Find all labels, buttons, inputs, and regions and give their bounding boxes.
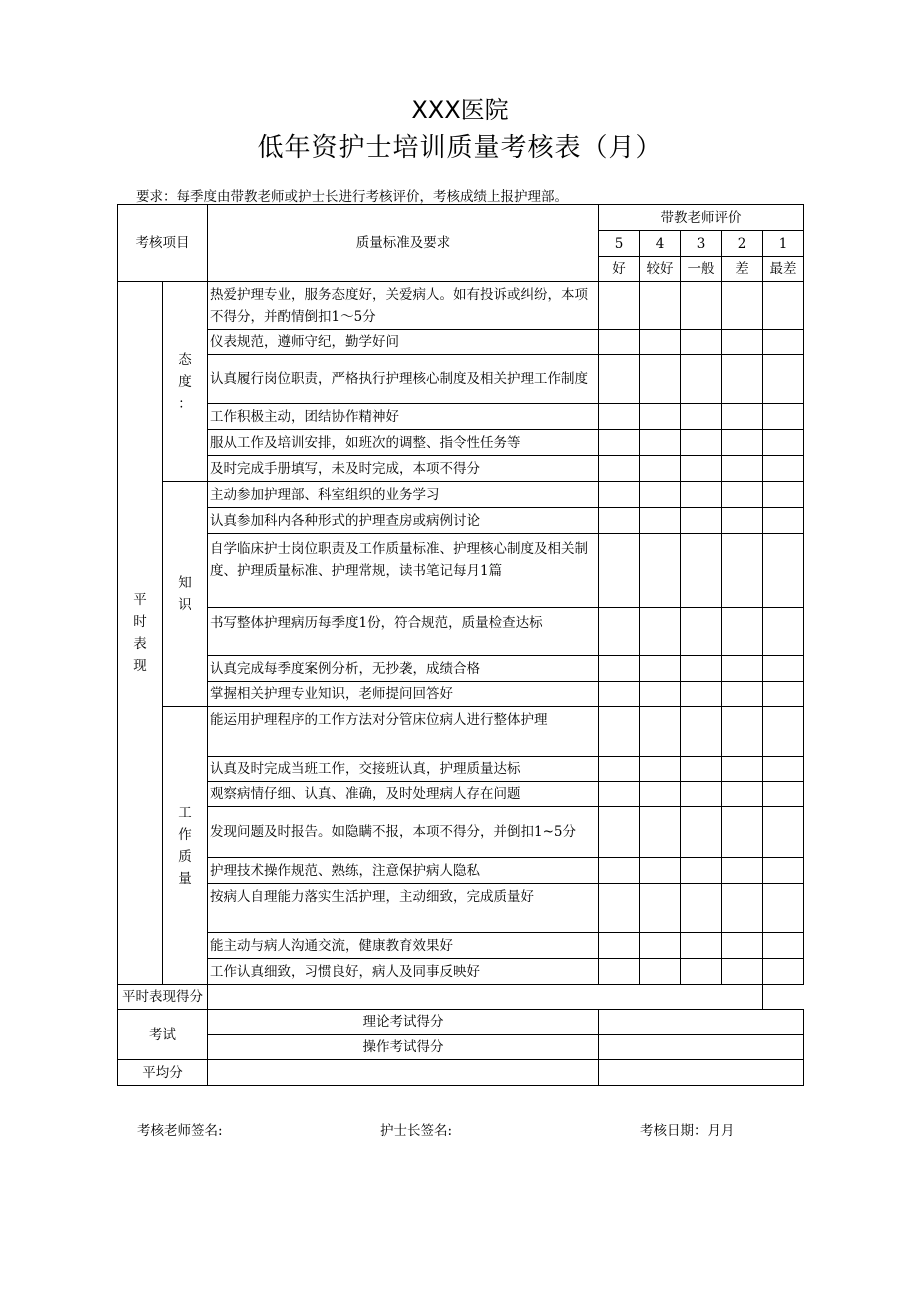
- score-cell[interactable]: [722, 482, 763, 508]
- score-cell[interactable]: [681, 404, 722, 430]
- score-cell[interactable]: [681, 884, 722, 933]
- score-cell[interactable]: [640, 534, 681, 608]
- daily-char: 时: [133, 614, 147, 630]
- header-eval-group: 带教老师评价: [599, 205, 804, 231]
- score-4: 4: [640, 231, 681, 257]
- score-cell[interactable]: [763, 682, 804, 707]
- score-cell[interactable]: [763, 534, 804, 608]
- score-cell[interactable]: [763, 959, 804, 985]
- score-cell[interactable]: [599, 807, 640, 858]
- score-2: 2: [722, 231, 763, 257]
- score-cell[interactable]: [640, 757, 681, 782]
- score-cell[interactable]: [599, 456, 640, 482]
- score-cell[interactable]: [722, 456, 763, 482]
- score-cell[interactable]: [722, 355, 763, 404]
- score-cell[interactable]: [681, 682, 722, 707]
- theory-score-value[interactable]: [599, 1010, 804, 1035]
- score-cell[interactable]: [763, 656, 804, 682]
- score-cell[interactable]: [763, 330, 804, 355]
- average-value[interactable]: [208, 1060, 599, 1086]
- score-cell[interactable]: [681, 508, 722, 534]
- score-cell[interactable]: [681, 282, 722, 330]
- theory-score-label: 理论考试得分: [208, 1010, 599, 1035]
- criterion: 护理技术操作规范、熟练，注意保护病人隐私: [208, 858, 599, 884]
- score-cell[interactable]: [640, 707, 681, 757]
- score-cell[interactable]: [763, 508, 804, 534]
- score-cell[interactable]: [722, 508, 763, 534]
- practice-score-value[interactable]: [599, 1035, 804, 1060]
- score-cell[interactable]: [763, 482, 804, 508]
- score-cell[interactable]: [640, 608, 681, 656]
- score-cell[interactable]: [640, 482, 681, 508]
- score-cell[interactable]: [599, 355, 640, 404]
- score-cell[interactable]: [640, 430, 681, 456]
- score-cell[interactable]: [599, 534, 640, 608]
- score-cell[interactable]: [722, 933, 763, 959]
- quality-char: 作: [178, 826, 192, 843]
- head-nurse-signature-label: 护士长签名:: [380, 1123, 453, 1139]
- criterion: 主动参加护理部、科室组织的业务学习: [208, 482, 599, 508]
- score-cell[interactable]: [640, 508, 681, 534]
- score-cell[interactable]: [640, 884, 681, 933]
- score-cell[interactable]: [722, 534, 763, 608]
- score-cell[interactable]: [722, 807, 763, 858]
- header-item: 考核项目: [118, 205, 208, 282]
- daily-char: 平: [133, 592, 147, 608]
- score-cell[interactable]: [763, 430, 804, 456]
- score-cell[interactable]: [599, 656, 640, 682]
- criterion: 仪表规范，遵师守纪，勤学好问: [208, 330, 599, 355]
- criterion: 工作认真细致，习惯良好，病人及同事反映好: [208, 959, 599, 985]
- criterion: 热爱护理专业，服务态度好，关爱病人。如有投诉或纠纷，本项不得分，并酌情倒扣1～5分: [208, 282, 599, 330]
- daily-char: 表: [133, 636, 147, 652]
- score-cell[interactable]: [599, 959, 640, 985]
- section-work-quality: [163, 707, 208, 985]
- knowledge-char: 识: [178, 597, 192, 613]
- exam-label: 考试: [118, 1010, 208, 1060]
- score-cell[interactable]: [681, 608, 722, 656]
- score-cell[interactable]: [599, 508, 640, 534]
- score-3: 3: [681, 231, 722, 257]
- hospital-name: XXX医院: [411, 96, 509, 124]
- score-cell[interactable]: [681, 456, 722, 482]
- daily-char: 现: [133, 658, 147, 674]
- score-cell[interactable]: [681, 933, 722, 959]
- section-attitude: [163, 282, 208, 482]
- score-cell[interactable]: [681, 330, 722, 355]
- criterion: 认真完成每季度案例分析，无抄袭，成绩合格: [208, 656, 599, 682]
- score-cell[interactable]: [681, 482, 722, 508]
- score-cell[interactable]: [763, 807, 804, 858]
- score-cell[interactable]: [681, 858, 722, 884]
- criterion: 认真及时完成当班工作，交接班认真，护理质量达标: [208, 757, 599, 782]
- score-cell[interactable]: [640, 959, 681, 985]
- score-cell[interactable]: [640, 682, 681, 707]
- score-cell[interactable]: [640, 782, 681, 807]
- score-cell[interactable]: [640, 858, 681, 884]
- score-cell[interactable]: [763, 608, 804, 656]
- score-cell[interactable]: [722, 656, 763, 682]
- score-cell[interactable]: [763, 707, 804, 757]
- score-cell[interactable]: [599, 707, 640, 757]
- score-cell[interactable]: [681, 757, 722, 782]
- score-cell[interactable]: [640, 656, 681, 682]
- attitude-char: ：: [178, 395, 192, 412]
- criterion: 能运用护理程序的工作方法对分管床位病人进行整体护理: [208, 707, 599, 757]
- section-daily-performance: [118, 282, 163, 985]
- score-cell[interactable]: [681, 782, 722, 807]
- grade-fairly-good: 较好: [640, 257, 681, 282]
- score-cell[interactable]: [640, 355, 681, 404]
- attitude-char: 态: [178, 351, 192, 368]
- criterion: 掌握相关护理专业知识，老师提问回答好: [208, 682, 599, 707]
- score-cell[interactable]: [640, 807, 681, 858]
- score-cell[interactable]: [681, 430, 722, 456]
- criterion: 观察病情仔细、认真、准确，及时处理病人存在问题: [208, 782, 599, 807]
- attitude-char: 度: [178, 373, 192, 390]
- criterion: 按病人自理能力落实生活护理，主动细致，完成质量好: [208, 884, 599, 933]
- score-cell[interactable]: [681, 656, 722, 682]
- score-cell[interactable]: [599, 608, 640, 656]
- score-cell[interactable]: [640, 456, 681, 482]
- average-label: 平均分: [118, 1060, 208, 1086]
- criterion: 能主动与病人沟通交流，健康教育效果好: [208, 933, 599, 959]
- score-cell[interactable]: [722, 608, 763, 656]
- score-cell[interactable]: [763, 757, 804, 782]
- score-cell[interactable]: [763, 456, 804, 482]
- teacher-signature-label: 考核老师签名:: [137, 1123, 223, 1139]
- daily-score-value[interactable]: [208, 985, 763, 1010]
- score-cell[interactable]: [722, 782, 763, 807]
- score-5: 5: [599, 231, 640, 257]
- score-cell[interactable]: [763, 355, 804, 404]
- score-cell[interactable]: [599, 430, 640, 456]
- score-cell[interactable]: [722, 757, 763, 782]
- criterion: 及时完成手册填写，未及时完成，本项不得分: [208, 456, 599, 482]
- score-cell[interactable]: [763, 884, 804, 933]
- score-cell[interactable]: [681, 534, 722, 608]
- criterion: 发现问题及时报告。如隐瞒不报，本项不得分，并倒扣1~5分: [208, 807, 599, 858]
- score-cell[interactable]: [722, 707, 763, 757]
- average-score-cell[interactable]: [599, 1060, 804, 1086]
- grade-worst: 最差: [763, 257, 804, 282]
- score-cell[interactable]: [681, 355, 722, 404]
- score-cell[interactable]: [599, 482, 640, 508]
- assessment-table: [117, 204, 804, 1086]
- score-cell[interactable]: [599, 782, 640, 807]
- grade-average: 一般: [681, 257, 722, 282]
- score-cell[interactable]: [599, 330, 640, 355]
- quality-char: 量: [178, 870, 192, 887]
- assessment-date-label: 考核日期：月月: [640, 1123, 735, 1139]
- criterion: 自学临床护士岗位职责及工作质量标准、护理核心制度及相关制度、护理质量标准、护理常规，读书笔记每月1篇: [208, 534, 599, 608]
- score-cell[interactable]: [763, 282, 804, 330]
- score-cell[interactable]: [599, 404, 640, 430]
- daily-score-label: 平时表现得分: [118, 985, 208, 1010]
- score-cell[interactable]: [722, 884, 763, 933]
- score-cell[interactable]: [640, 282, 681, 330]
- grade-good: 好: [599, 257, 640, 282]
- score-cell[interactable]: [640, 933, 681, 959]
- score-cell[interactable]: [763, 782, 804, 807]
- score-cell[interactable]: [681, 959, 722, 985]
- score-1: 1: [763, 231, 804, 257]
- score-cell[interactable]: [681, 707, 722, 757]
- score-cell[interactable]: [722, 330, 763, 355]
- form-title: 低年资护士培训质量考核表（月）: [257, 133, 663, 163]
- quality-char: 质: [178, 848, 192, 865]
- criterion: 工作积极主动，团结协作精神好: [208, 404, 599, 430]
- criterion: 认真参加科内各种形式的护理查房或病例讨论: [208, 508, 599, 534]
- score-cell[interactable]: [599, 933, 640, 959]
- score-cell[interactable]: [681, 807, 722, 858]
- score-cell[interactable]: [722, 282, 763, 330]
- score-cell[interactable]: [640, 330, 681, 355]
- score-cell[interactable]: [722, 404, 763, 430]
- score-cell[interactable]: [763, 858, 804, 884]
- requirement-note: 要求：每季度由带教老师或护士长进行考核评价，考核成绩上报护理部。: [136, 189, 568, 205]
- score-cell[interactable]: [599, 858, 640, 884]
- score-cell[interactable]: [722, 858, 763, 884]
- score-cell[interactable]: [599, 682, 640, 707]
- score-cell[interactable]: [640, 404, 681, 430]
- knowledge-char: 知: [178, 575, 192, 591]
- practice-score-label: 操作考试得分: [208, 1035, 599, 1060]
- criterion: 服从工作及培训安排，如班次的调整、指令性任务等: [208, 430, 599, 456]
- score-cell[interactable]: [599, 757, 640, 782]
- score-cell[interactable]: [763, 404, 804, 430]
- score-cell[interactable]: [599, 884, 640, 933]
- score-cell[interactable]: [763, 933, 804, 959]
- criterion: 书写整体护理病历每季度1份，符合规范，质量检查达标: [208, 608, 599, 656]
- grade-poor: 差: [722, 257, 763, 282]
- score-cell[interactable]: [722, 682, 763, 707]
- header-standard: 质量标准及要求: [208, 205, 599, 282]
- quality-char: 工: [178, 804, 192, 821]
- criterion: 认真履行岗位职责，严格执行护理核心制度及相关护理工作制度: [208, 355, 599, 404]
- score-cell[interactable]: [722, 430, 763, 456]
- section-knowledge: [163, 482, 208, 707]
- score-cell[interactable]: [599, 282, 640, 330]
- score-cell[interactable]: [722, 959, 763, 985]
